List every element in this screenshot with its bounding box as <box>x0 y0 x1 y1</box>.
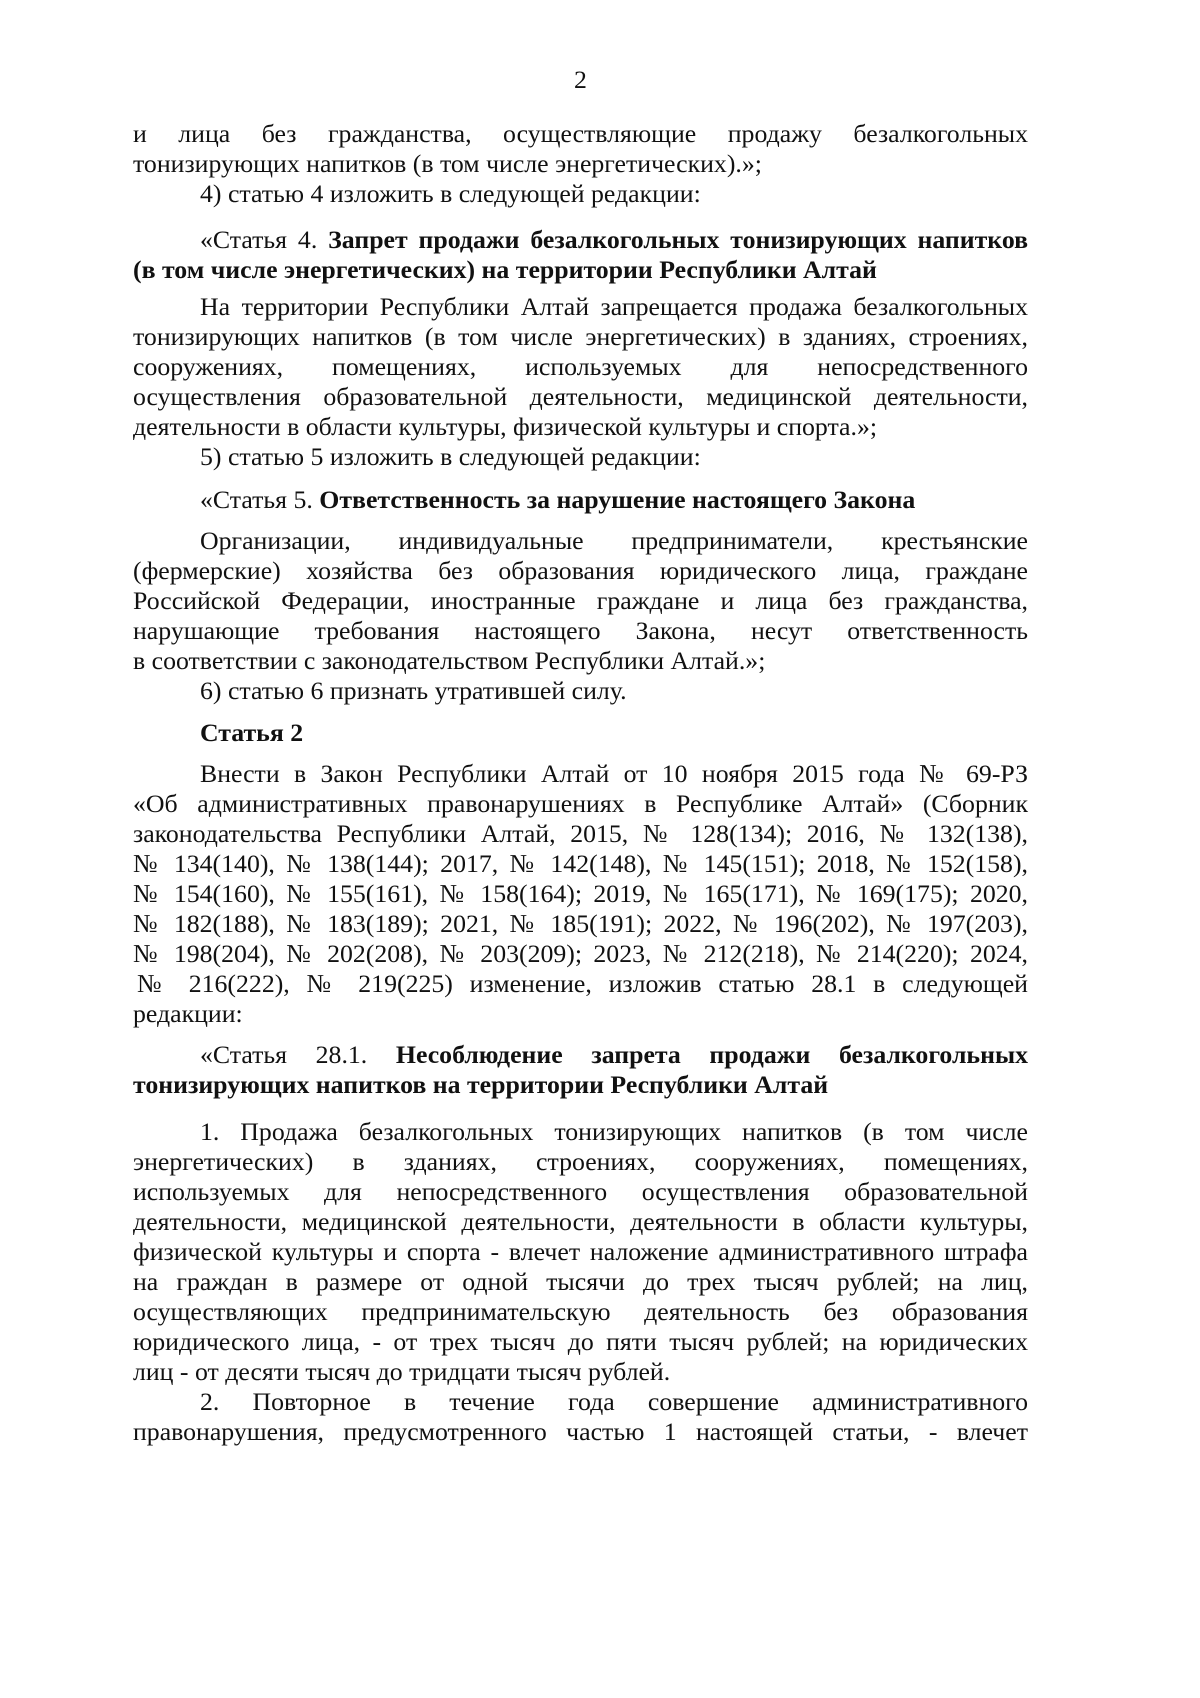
article-5-heading <box>133 485 1028 515</box>
article-number: «Статья 4. <box>200 225 318 254</box>
text-line: правонарушения, предусмотренного частью 1 настоящей статьи, - влечет <box>133 1417 1028 1446</box>
text-line: № 154(160), № 155(161), № 158(164); 2019, № 165(171), № 169(175); 2020, <box>133 879 1028 908</box>
text-line: На территории Республики Алтай запрещается продажа безалкогольных <box>200 292 1028 321</box>
article-28-1-heading-continued <box>133 1070 1028 1100</box>
text-line: 1. Продажа безалкогольных тонизирующих напитков (в том числе <box>200 1117 1028 1146</box>
text-line: лиц - от десяти тысяч до тридцати тысяч рублей. <box>133 1357 671 1386</box>
text-line: деятельности в области культуры, физической культуры и спорта.»; <box>133 412 878 441</box>
text-line: Внести в Закон Республики Алтай от 10 ноября 2015 года № 69-РЗ <box>200 759 1028 788</box>
article-title: тонизирующих напитков на территории Республики Алтай <box>133 1070 829 1099</box>
text-line: нарушающие требования настоящего Закона, несут ответственность <box>133 616 1028 645</box>
article-title: (в том числе энергетических) на территории Республики Алтай <box>133 255 877 284</box>
article-2-heading <box>133 718 1028 748</box>
article-number: «Статья 28.1. <box>200 1040 368 1069</box>
page-number: 2 <box>574 65 587 94</box>
article-title: Запрет продажи безалкогольных тонизирующих напитков <box>328 225 1029 254</box>
text-line: № 216(222), № 219(225) изменение, изложив статью 28.1 в следующей <box>137 969 1028 998</box>
text-line: редакции: <box>133 999 243 1028</box>
article-2-title: Статья 2 <box>200 718 304 747</box>
text-line: на граждан в размере от одной тысячи до трех тысяч рублей; на лиц, <box>133 1267 1028 1296</box>
text-line: № 134(140), № 138(144); 2017, № 142(148), № 145(151); 2018, № 152(158), <box>133 849 1028 878</box>
text-line: сооружениях, помещениях, используемых для непосредственного <box>133 352 1028 381</box>
article-number: «Статья 5. <box>200 485 313 514</box>
article-title: Ответственность за нарушение настоящего Закона <box>319 485 916 514</box>
article-28-1-heading <box>133 1040 1028 1070</box>
text-line: тонизирующих напитков (в том числе энергетических).»; <box>133 149 762 178</box>
amendment-item-6: 6) статью 6 признать утратившей силу. <box>200 676 627 705</box>
text-line: используемых для непосредственного осуществления образовательной <box>133 1177 1028 1206</box>
text-line: Организации, индивидуальные предприниматели, крестьянские <box>200 526 1028 555</box>
text-line: осуществления образовательной деятельности, медицинской деятельности, <box>133 382 1028 411</box>
text-line: и лица без гражданства, осуществляющие продажу безалкогольных <box>133 119 1028 148</box>
text-line: юридического лица, - от трех тысяч до пяти тысяч рублей; на юридических <box>133 1327 1028 1356</box>
text-line: № 198(204), № 202(208), № 203(209); 2023, № 212(218), № 214(220); 2024, <box>133 939 1028 968</box>
text-line: 2. Повторное в течение года совершение административного <box>200 1387 1028 1416</box>
text-line: (фермерские) хозяйства без образования юридического лица, граждане <box>133 556 1028 585</box>
article-title: Несоблюдение запрета продажи безалкогольных <box>395 1040 1028 1069</box>
amendment-item-5: 5) статью 5 изложить в следующей редакции: <box>200 442 701 471</box>
amendment-item-4: 4) статью 4 изложить в следующей редакции: <box>200 179 701 208</box>
text-line: «Об административных правонарушениях в Республике Алтай» (Сборник <box>133 789 1028 818</box>
article-4-heading <box>133 225 1028 255</box>
text-line: тонизирующих напитков (в том числе энергетических) в зданиях, строениях, <box>133 322 1028 351</box>
text-line: энергетических) в зданиях, строениях, сооружениях, помещениях, <box>133 1147 1028 1176</box>
document-body <box>133 119 1028 1447</box>
text-line: осуществляющих предпринимательскую деятельность без образования <box>133 1297 1028 1326</box>
text-line: в соответствии с законодательством Республики Алтай.»; <box>133 646 766 675</box>
text-line: Российской Федерации, иностранные граждане и лица без гражданства, <box>133 586 1028 615</box>
text-line: законодательства Республики Алтай, 2015, № 128(134); 2016, № 132(138), <box>133 819 1028 848</box>
text-line: деятельности, медицинской деятельности, деятельности в области культуры, <box>133 1207 1028 1236</box>
text-line: физической культуры и спорта - влечет наложение административного штрафа <box>133 1237 1028 1266</box>
article-4-heading-continued <box>133 255 1028 285</box>
text-line: № 182(188), № 183(189); 2021, № 185(191); 2022, № 196(202), № 197(203), <box>133 909 1028 938</box>
